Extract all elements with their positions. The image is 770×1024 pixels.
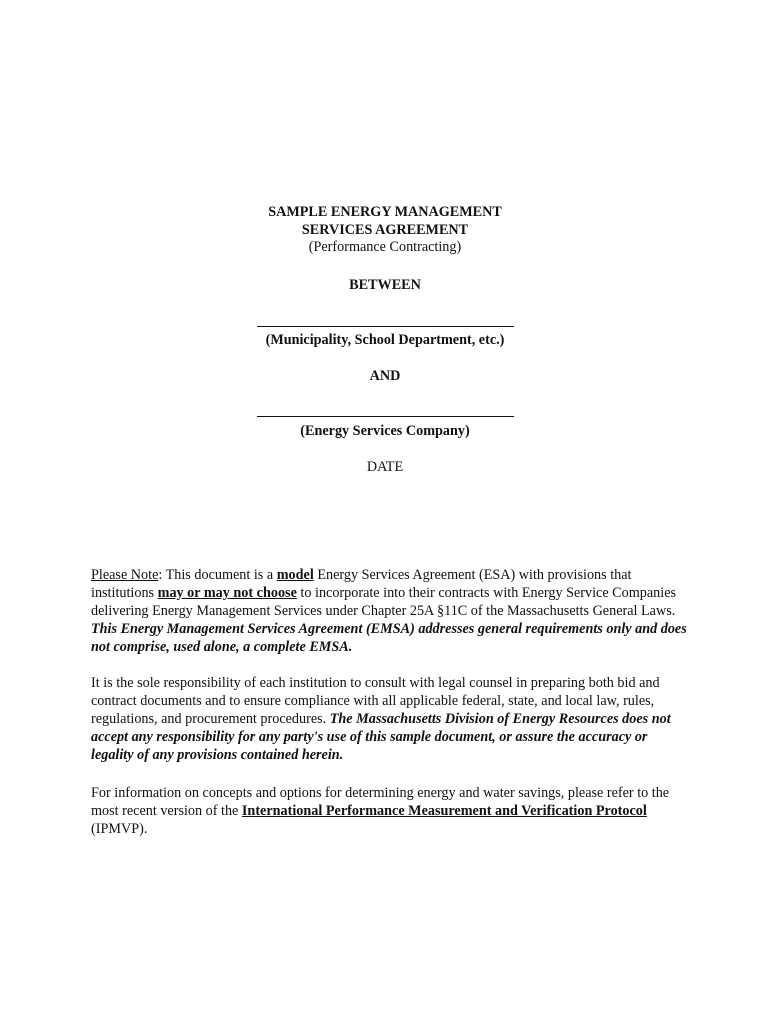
party1-signature-line: [257, 326, 514, 327]
model-emphasis: model: [276, 567, 314, 583]
between-label: BETWEEN: [349, 277, 421, 293]
note-text: Energy Services Agreement (ESA) with provisions that institutions: [91, 567, 632, 601]
responsibility-text: It is the sole responsibility of each institution to consult with legal counsel in preparing both bid and contract documents and to ensure compliance with all applicable federal, state, and local law, rules, regulations, and procurement procedures.: [91, 675, 660, 727]
ipmvp-link[interactable]: International Performance Measurement and Verification Protocol: [241, 803, 647, 819]
ipmvp-text: For information on concepts and options for determining energy and water savings, please refer to the most recent version of the: [91, 785, 670, 819]
and-label: AND: [369, 368, 401, 384]
note-paragraph-1: [91, 566, 691, 656]
party2-signature-line: [257, 416, 514, 417]
note-text: to incorporate into their contracts with Energy Service Companies delivering Energy Management Services under Chapter 25A §11C of the Massachusetts General Laws.: [91, 585, 677, 619]
ipmvp-text: (IPMVP).: [91, 821, 148, 837]
emsa-disclaimer: This Energy Management Services Agreement (EMSA) addresses general requirements only and does not comprise, used alone, a complete EMSA.: [91, 621, 687, 655]
subtitle: (Performance Contracting): [308, 239, 462, 255]
party1-label: (Municipality, School Department, etc.): [265, 332, 505, 348]
choose-emphasis: may or may not choose: [157, 585, 297, 601]
note-label: Please Note: [91, 567, 159, 583]
title-line-2: SERVICES AGREEMENT: [301, 222, 469, 238]
title-line-1: SAMPLE ENERGY MANAGEMENT: [268, 204, 502, 220]
doer-disclaimer: The Massachusetts Division of Energy Resources does not accept any responsibility for any party's use of this sample document, or assure the accuracy or legality of any provisions contained herein.: [91, 711, 671, 763]
note-paragraph-2: [91, 674, 691, 764]
note-paragraph-3: [91, 784, 691, 838]
party2-label: (Energy Services Company): [300, 423, 470, 439]
note-text: : This document is a: [158, 567, 277, 583]
date-label: DATE: [366, 459, 404, 475]
